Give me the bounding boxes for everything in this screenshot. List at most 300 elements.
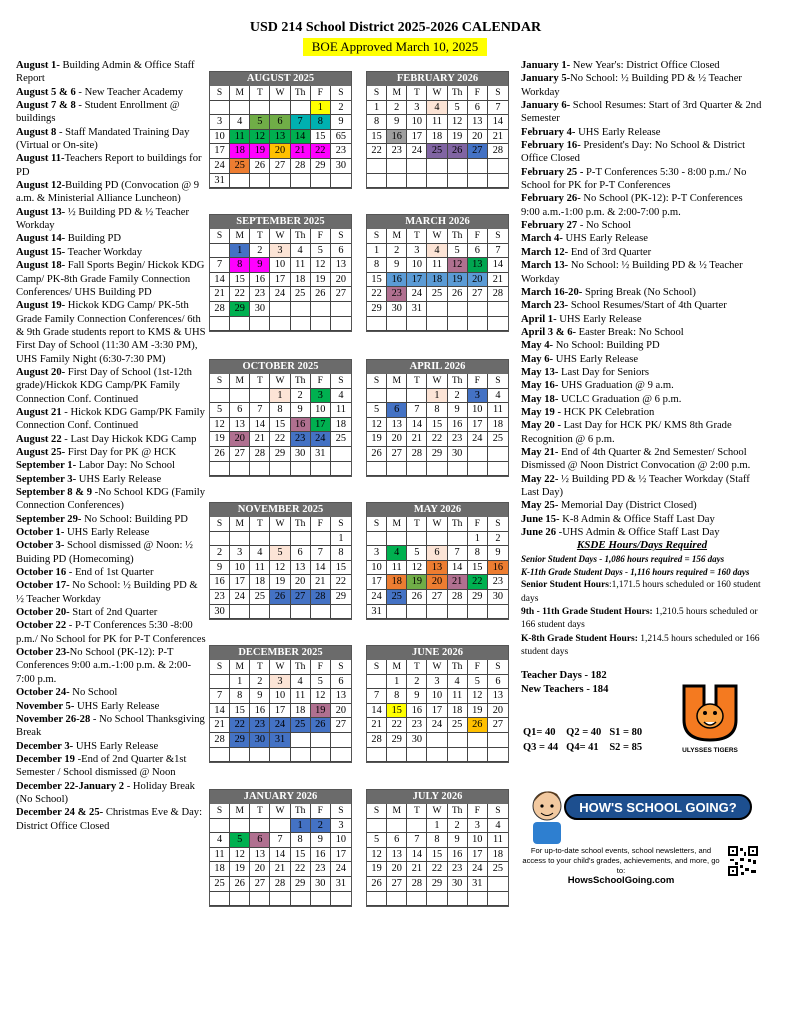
day-cell bbox=[367, 317, 387, 332]
day-cell: 10 bbox=[210, 130, 230, 145]
day-cell: 3 bbox=[210, 115, 230, 130]
note-item: August 14- Building PD bbox=[16, 233, 122, 245]
note-item: April 1- UHS Early Release bbox=[521, 313, 642, 325]
day-cell: 13 bbox=[270, 130, 290, 145]
note-item: August 11-Teachers Report to buildings for PD bbox=[16, 153, 202, 178]
day-cell: 24 bbox=[270, 287, 290, 302]
day-cell: 7 bbox=[448, 546, 468, 561]
weekday-header: Th bbox=[291, 660, 311, 675]
day-cell bbox=[210, 244, 230, 259]
day-cell: 17 bbox=[230, 575, 250, 590]
day-cell: 14 bbox=[210, 704, 230, 719]
note-item: August 18- Fall Sports Begin/ Hickok KDG Camp/ PK-8th Grade Family Connection Conferences/ UHS Building PD bbox=[16, 260, 205, 298]
day-cell: 23 bbox=[250, 287, 270, 302]
hows-school-going-text: For up-to-date school events, school newsletters, and access to your child's grades, achievements, and more, go to: HowsSchoolGoing.com bbox=[522, 846, 720, 886]
day-cell bbox=[230, 101, 250, 116]
day-cell: 26 bbox=[230, 877, 250, 892]
day-cell bbox=[367, 532, 387, 547]
day-cell bbox=[331, 748, 351, 763]
day-cell: 21 bbox=[210, 287, 230, 302]
weekday-header: F bbox=[468, 229, 488, 244]
day-cell: 21 bbox=[488, 130, 508, 145]
day-cell: 31 bbox=[210, 174, 230, 189]
day-cell: 2 bbox=[210, 546, 230, 561]
day-cell: 4 bbox=[331, 389, 351, 404]
day-cell: 19 bbox=[448, 130, 468, 145]
weekday-header: S bbox=[488, 374, 508, 389]
day-cell: 5 bbox=[468, 675, 488, 690]
note-item: September 29- No School: Building PD bbox=[16, 513, 188, 525]
day-cell: 17 bbox=[367, 575, 387, 590]
day-cell bbox=[427, 892, 447, 907]
day-cell: 4 bbox=[291, 244, 311, 259]
day-cell bbox=[230, 748, 250, 763]
day-cell bbox=[427, 462, 447, 477]
page-title: USD 214 School District 2025-2026 CALENDAR bbox=[249, 20, 542, 35]
note-item: May 6- UHS Early Release bbox=[521, 353, 639, 365]
day-cell: 23 bbox=[311, 862, 331, 877]
day-cell: 9 bbox=[291, 403, 311, 418]
day-cell: 4 bbox=[291, 675, 311, 690]
note-item: August 19- Hickok KDG Camp/ PK-5th Grade Family Connection Conferences/ 6th & 9th Grade students report to KMS & UHS First Day of School (11:30 AM -3:30 PM), UHS Family Night (6:30-7:30 PM) bbox=[16, 300, 206, 365]
day-cell: 1 bbox=[427, 819, 447, 834]
weekday-header: T bbox=[250, 86, 270, 101]
day-cell: 5 bbox=[448, 244, 468, 259]
day-cell: 4 bbox=[250, 546, 270, 561]
day-cell: 28 bbox=[488, 287, 508, 302]
day-cell bbox=[427, 317, 447, 332]
day-cell bbox=[230, 605, 250, 620]
day-cell: 29 bbox=[427, 877, 447, 892]
day-cell: 5 bbox=[448, 101, 468, 116]
day-cell: 23 bbox=[291, 432, 311, 447]
day-cell: 29 bbox=[270, 447, 290, 462]
day-cell: 25 bbox=[250, 590, 270, 605]
weekday-header: M bbox=[387, 804, 407, 819]
day-cell: 29 bbox=[387, 733, 407, 748]
day-cell: 19 bbox=[367, 432, 387, 447]
weekday-header: M bbox=[230, 517, 250, 532]
note-item: February 16- President's Day: No School & District Office Closed bbox=[521, 140, 746, 165]
day-cell: 12 bbox=[210, 418, 230, 433]
day-cell: 15 bbox=[270, 418, 290, 433]
day-cell bbox=[270, 605, 290, 620]
weekday-header: S bbox=[367, 804, 387, 819]
day-cell: 11 bbox=[331, 403, 351, 418]
weekday-header: Th bbox=[291, 374, 311, 389]
note-item: November 5- UHS Early Release bbox=[16, 700, 160, 712]
weekday-header: F bbox=[468, 517, 488, 532]
day-cell: 2 bbox=[331, 101, 351, 116]
day-cell: 17 bbox=[407, 273, 427, 288]
day-cell: 31 bbox=[367, 605, 387, 620]
weekday-header: M bbox=[230, 374, 250, 389]
day-cell: 8 bbox=[468, 546, 488, 561]
day-cell bbox=[331, 462, 351, 477]
day-cell: 31 bbox=[407, 302, 427, 317]
day-cell: 2 bbox=[250, 675, 270, 690]
day-cell bbox=[427, 174, 447, 189]
day-cell: 24 bbox=[210, 159, 230, 174]
day-cell bbox=[407, 174, 427, 189]
note-item: September 8 & 9 -No School KDG (Family Connection Conferences) bbox=[16, 487, 206, 512]
day-cell: 26 bbox=[311, 718, 331, 733]
day-cell: 3 bbox=[270, 244, 290, 259]
day-cell: 13 bbox=[331, 258, 351, 273]
svg-text:HOW'S SCHOOL GOING?: HOW'S SCHOOL GOING? bbox=[579, 800, 737, 815]
day-cell: 18 bbox=[331, 418, 351, 433]
day-cell: 28 bbox=[270, 877, 290, 892]
note-item: December 3- UHS Early Release bbox=[16, 740, 159, 752]
day-cell bbox=[291, 462, 311, 477]
day-cell bbox=[331, 733, 351, 748]
day-cell bbox=[250, 819, 270, 834]
day-cell: 9 bbox=[311, 833, 331, 848]
day-cell: 21 bbox=[448, 575, 468, 590]
day-cell: 21 bbox=[367, 718, 387, 733]
day-cell: 11 bbox=[427, 115, 447, 130]
day-cell: 5 bbox=[311, 244, 331, 259]
note-item: September 1- Labor Day: No School bbox=[16, 460, 175, 472]
day-cell: 18 bbox=[387, 575, 407, 590]
weekday-header: M bbox=[387, 86, 407, 101]
day-cell bbox=[448, 317, 468, 332]
day-cell: 8 bbox=[367, 258, 387, 273]
day-cell bbox=[407, 819, 427, 834]
day-cell bbox=[331, 892, 351, 907]
day-cell bbox=[311, 605, 331, 620]
day-cell bbox=[488, 174, 508, 189]
day-cell: 12 bbox=[250, 130, 270, 145]
day-cell: 23 bbox=[488, 575, 508, 590]
quarter-count: S1 = 80 bbox=[609, 727, 643, 738]
day-cell: 19 bbox=[448, 273, 468, 288]
day-cell: 27 bbox=[468, 287, 488, 302]
day-cell bbox=[387, 462, 407, 477]
weekday-header: M bbox=[230, 660, 250, 675]
day-cell bbox=[387, 819, 407, 834]
day-cell bbox=[270, 532, 290, 547]
day-cell bbox=[311, 748, 331, 763]
day-cell: 2 bbox=[311, 819, 331, 834]
day-cell: 10 bbox=[230, 561, 250, 576]
weekday-header: S bbox=[210, 660, 230, 675]
day-cell: 6 bbox=[331, 244, 351, 259]
note-item: March 12- End of 3rd Quarter bbox=[521, 246, 652, 258]
day-cell: 8 bbox=[331, 546, 351, 561]
day-cell bbox=[210, 819, 230, 834]
day-cell: 22 bbox=[311, 144, 331, 159]
day-cell: 15 bbox=[367, 273, 387, 288]
month-calendar bbox=[366, 502, 509, 620]
day-cell: 3 bbox=[468, 389, 488, 404]
day-cell: 8 bbox=[427, 833, 447, 848]
day-cell: 11 bbox=[488, 833, 508, 848]
day-cell: 25 bbox=[427, 144, 447, 159]
weekday-header: T bbox=[407, 229, 427, 244]
weekday-header: F bbox=[468, 660, 488, 675]
day-cell bbox=[250, 532, 270, 547]
day-cell: 13 bbox=[230, 418, 250, 433]
day-cell: 31 bbox=[311, 447, 331, 462]
day-cell bbox=[488, 462, 508, 477]
day-cell bbox=[230, 389, 250, 404]
note-item: January 1- New Year's: District Office Closed bbox=[521, 60, 720, 71]
day-cell: 18 bbox=[427, 273, 447, 288]
note-item: March 23- School Resumes/Start of 4th Quarter bbox=[521, 300, 727, 312]
weekday-header: S bbox=[331, 86, 351, 101]
day-cell bbox=[448, 174, 468, 189]
day-cell: 24 bbox=[427, 718, 447, 733]
day-cell: 14 bbox=[367, 704, 387, 719]
day-cell bbox=[488, 605, 508, 620]
weekday-header: T bbox=[407, 374, 427, 389]
day-cell: 27 bbox=[331, 287, 351, 302]
day-cell: 28 bbox=[488, 144, 508, 159]
day-cell: 4 bbox=[448, 675, 468, 690]
day-cell: 13 bbox=[387, 848, 407, 863]
day-cell: 16 bbox=[311, 848, 331, 863]
day-cell: 31 bbox=[468, 877, 488, 892]
day-cell: 29 bbox=[468, 590, 488, 605]
weekday-header: S bbox=[488, 804, 508, 819]
note-item: February 25 - P-T Conferences 5:30 - 8:00 p.m./ No School for PK for P-T Conferences bbox=[521, 166, 747, 192]
month-calendar bbox=[366, 214, 509, 332]
day-cell bbox=[448, 748, 468, 763]
day-cell: 8 bbox=[270, 403, 290, 418]
day-cell: 13 bbox=[468, 115, 488, 130]
hows-school-going-banner bbox=[531, 778, 755, 846]
day-cell: 23 bbox=[407, 718, 427, 733]
day-cell: 15 bbox=[331, 561, 351, 576]
note-item: October 16 - End of 1st Quarter bbox=[16, 567, 154, 579]
day-cell bbox=[230, 174, 250, 189]
month-calendar bbox=[366, 789, 509, 907]
day-cell: 7 bbox=[407, 833, 427, 848]
day-cell bbox=[210, 532, 230, 547]
day-cell: 1 bbox=[427, 389, 447, 404]
day-cell: 11 bbox=[488, 403, 508, 418]
weekday-header: W bbox=[427, 86, 447, 101]
day-cell: 15 bbox=[468, 561, 488, 576]
day-cell: 12 bbox=[407, 561, 427, 576]
day-cell: 31 bbox=[270, 733, 290, 748]
day-cell: 26 bbox=[448, 287, 468, 302]
day-cell: 12 bbox=[448, 258, 468, 273]
day-cell: 28 bbox=[407, 447, 427, 462]
quarter-count: S2 = 85 bbox=[609, 742, 643, 753]
day-cell: 24 bbox=[367, 590, 387, 605]
month-calendar bbox=[209, 502, 352, 620]
day-cell: 16 bbox=[387, 130, 407, 145]
day-cell: 4 bbox=[427, 244, 447, 259]
day-cell: 4 bbox=[488, 389, 508, 404]
day-cell: 21 bbox=[250, 432, 270, 447]
day-cell bbox=[291, 605, 311, 620]
day-cell: 4 bbox=[387, 546, 407, 561]
weekday-header: F bbox=[468, 374, 488, 389]
weekday-header: S bbox=[367, 660, 387, 675]
day-cell: 12 bbox=[468, 689, 488, 704]
day-cell bbox=[387, 174, 407, 189]
day-cell bbox=[407, 389, 427, 404]
day-cell: 15 bbox=[427, 848, 447, 863]
day-cell: 16 bbox=[448, 418, 468, 433]
day-cell bbox=[250, 101, 270, 116]
day-cell: 7 bbox=[407, 403, 427, 418]
day-cell bbox=[448, 532, 468, 547]
note-item: June 15- K-8 Admin & Office Staff Last Day bbox=[521, 513, 715, 525]
note-item: November 26-28 - No School Thanksgiving Break bbox=[16, 713, 205, 739]
day-cell: 30 bbox=[387, 302, 407, 317]
day-cell: 4 bbox=[427, 101, 447, 116]
day-cell: 24 bbox=[407, 287, 427, 302]
day-cell: 17 bbox=[331, 848, 351, 863]
day-cell: 7 bbox=[270, 833, 290, 848]
weekday-header: T bbox=[250, 660, 270, 675]
day-cell: 28 bbox=[250, 447, 270, 462]
note-item: December 19 -End of 2nd Quarter &1st Semester / School dismissed @ Noon bbox=[16, 753, 187, 779]
day-cell: 3 bbox=[331, 819, 351, 834]
note-item: September 3- UHS Early Release bbox=[16, 473, 162, 485]
day-cell: 5 bbox=[210, 403, 230, 418]
day-cell bbox=[270, 174, 290, 189]
day-cell: 29 bbox=[291, 877, 311, 892]
day-cell: 27 bbox=[427, 590, 447, 605]
day-cell: 1 bbox=[367, 101, 387, 116]
day-cell: 20 bbox=[427, 575, 447, 590]
day-cell bbox=[367, 819, 387, 834]
month-calendar bbox=[366, 71, 509, 189]
day-cell bbox=[230, 462, 250, 477]
day-cell: 21 bbox=[407, 432, 427, 447]
day-cell: 12 bbox=[448, 115, 468, 130]
note-item: March 4- UHS Early Release bbox=[521, 233, 648, 245]
day-cell: 1 bbox=[311, 101, 331, 116]
day-cell bbox=[488, 302, 508, 317]
note-item: October 3- School dismissed @ Noon: ½ Buiding PD (Homecoming) bbox=[16, 540, 194, 565]
weekday-header: F bbox=[311, 517, 331, 532]
weekday-header: W bbox=[427, 374, 447, 389]
day-cell: 9 bbox=[387, 115, 407, 130]
quarter-count: Q2 = 40 bbox=[566, 727, 602, 738]
day-cell: 31 bbox=[331, 877, 351, 892]
day-cell bbox=[448, 605, 468, 620]
weekday-header: Th bbox=[448, 86, 468, 101]
day-cell bbox=[311, 317, 331, 332]
note-item: August 20- First Day of School (1st-12th grade)/Hickok KDG Camp/PK Family Connection Conf. Continued bbox=[16, 366, 192, 405]
day-cell: 27 bbox=[387, 877, 407, 892]
note-item: October 24- No School bbox=[16, 687, 118, 699]
note-item: August 22 - Last Day Hickok KDG Camp bbox=[16, 433, 197, 445]
day-cell: 13 bbox=[488, 689, 508, 704]
day-cell: 6 bbox=[331, 675, 351, 690]
day-cell: 17 bbox=[270, 704, 290, 719]
weekday-header: S bbox=[331, 660, 351, 675]
day-cell: 16 bbox=[488, 561, 508, 576]
day-cell: 1 bbox=[230, 244, 250, 259]
month-calendar bbox=[209, 789, 352, 907]
day-cell: 14 bbox=[407, 418, 427, 433]
weekday-header: Th bbox=[448, 374, 468, 389]
day-cell: 5 bbox=[367, 403, 387, 418]
day-cell bbox=[331, 447, 351, 462]
month-title: JANUARY 2026 bbox=[210, 790, 351, 804]
day-cell: 13 bbox=[331, 689, 351, 704]
day-cell bbox=[270, 317, 290, 332]
note-item: May 20 - Last Day for HCK PK/ KMS 8th Grade Recognition @ 6 p.m. bbox=[521, 420, 732, 445]
day-cell: 6 bbox=[387, 833, 407, 848]
day-cell: 22 bbox=[230, 718, 250, 733]
day-cell: 7 bbox=[250, 403, 270, 418]
day-cell bbox=[468, 748, 488, 763]
note-item: February 27 - No School bbox=[521, 220, 632, 232]
weekday-header: T bbox=[407, 86, 427, 101]
weekday-header: S bbox=[367, 517, 387, 532]
weekday-header: S bbox=[488, 660, 508, 675]
day-cell: 26 bbox=[407, 590, 427, 605]
day-cell: 8 bbox=[311, 115, 331, 130]
day-cell: 2 bbox=[291, 389, 311, 404]
day-cell bbox=[291, 748, 311, 763]
day-cell: 16 bbox=[210, 575, 230, 590]
day-cell: 25 bbox=[291, 718, 311, 733]
day-cell: 27 bbox=[387, 447, 407, 462]
day-cell: 6 bbox=[291, 546, 311, 561]
weekday-header: S bbox=[331, 804, 351, 819]
day-cell bbox=[367, 675, 387, 690]
day-cell bbox=[270, 302, 290, 317]
note-item: May 13- Last Day for Seniors bbox=[521, 366, 649, 378]
day-cell bbox=[331, 317, 351, 332]
day-cell: 20 bbox=[387, 862, 407, 877]
day-cell: 22 bbox=[230, 287, 250, 302]
day-cell: 1 bbox=[230, 675, 250, 690]
weekday-header: M bbox=[230, 229, 250, 244]
day-cell bbox=[230, 532, 250, 547]
note-item: March 13- No School: ½ Building PD & ½ Teacher Workday bbox=[521, 260, 743, 285]
day-cell: 19 bbox=[311, 273, 331, 288]
day-cell: 20 bbox=[468, 130, 488, 145]
day-cell: 10 bbox=[468, 403, 488, 418]
day-cell: 10 bbox=[468, 833, 488, 848]
day-cell: 30 bbox=[210, 605, 230, 620]
day-cell: 23 bbox=[448, 432, 468, 447]
day-cell: 11 bbox=[210, 848, 230, 863]
quarter-count: Q4= 41 bbox=[566, 742, 599, 753]
day-cell bbox=[210, 389, 230, 404]
day-cell: 1 bbox=[270, 389, 290, 404]
day-cell: 16 bbox=[407, 704, 427, 719]
day-cell bbox=[250, 389, 270, 404]
hows-school-going-url[interactable]: HowsSchoolGoing.com bbox=[567, 875, 675, 886]
day-cell: 6 bbox=[250, 833, 270, 848]
month-title: SEPTEMBER 2025 bbox=[210, 215, 351, 229]
day-cell: 30 bbox=[488, 590, 508, 605]
day-cell bbox=[468, 605, 488, 620]
day-cell bbox=[387, 892, 407, 907]
day-cell: 12 bbox=[367, 848, 387, 863]
note-item: January 6- School Resumes: Start of 3rd Quarter & 2nd Semester bbox=[521, 100, 762, 125]
day-cell: 10 bbox=[427, 689, 447, 704]
day-cell: 2 bbox=[448, 819, 468, 834]
day-cell: 28 bbox=[311, 590, 331, 605]
day-cell: 3 bbox=[427, 675, 447, 690]
day-cell: 18 bbox=[230, 144, 250, 159]
note-item: May 22- ½ Building PD & ½ Teacher Workday (Staff Last Day) bbox=[521, 473, 750, 498]
month-title: DECEMBER 2025 bbox=[210, 646, 351, 660]
day-cell bbox=[270, 819, 290, 834]
